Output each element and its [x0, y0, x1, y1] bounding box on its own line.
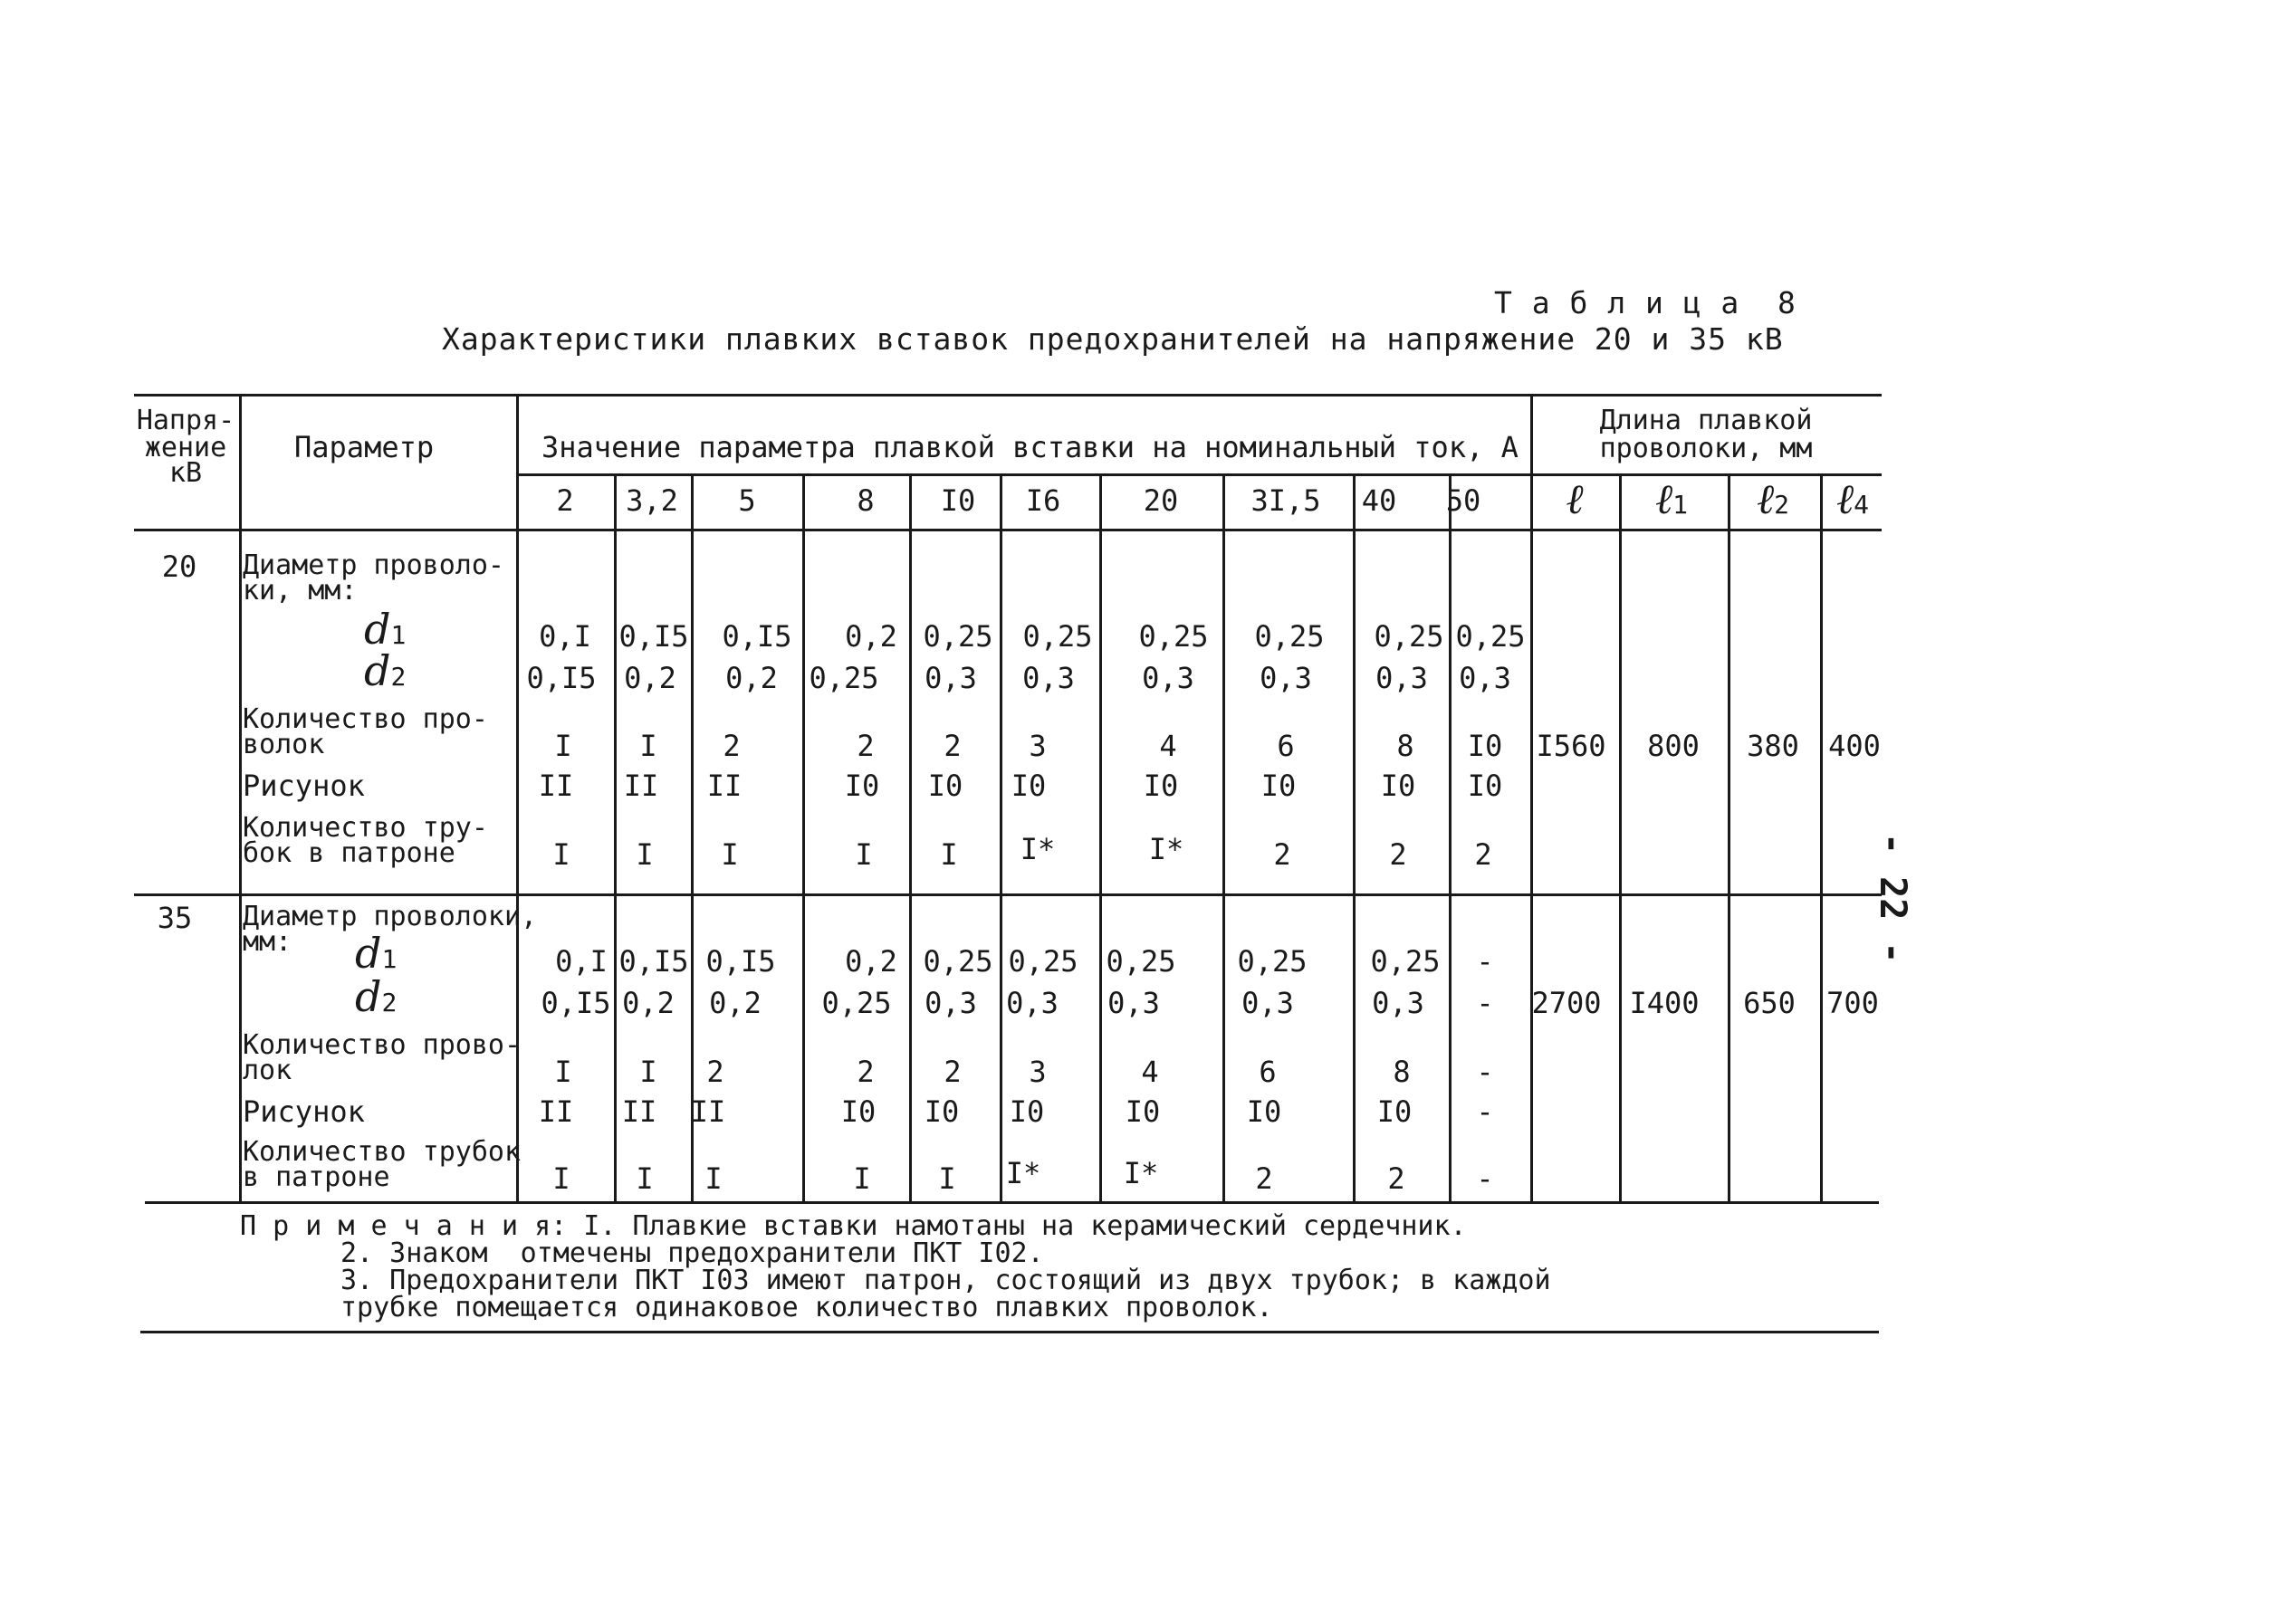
cell-35-d2: 0,I5 [541, 986, 611, 1020]
cell-20-d1: 0,I5 [722, 619, 792, 654]
note-line-2: 2. Знаком отмечены предохранители ПКТ I02. [340, 1237, 1044, 1269]
cell-35-length-l1: I400 [1629, 986, 1700, 1020]
label-wires-20-line1: Количество про- [243, 703, 488, 735]
current-16: I6 [1025, 483, 1061, 518]
label-diam-35-line1: Диаметр проволоки, [243, 901, 538, 932]
cell-20-d1: 0,25 [1138, 619, 1209, 654]
cell-35-d2: 0,2 [622, 986, 675, 1020]
vrule-param [516, 394, 519, 1201]
cell-20-wires: I [639, 729, 657, 763]
vrule-c7 [1222, 473, 1225, 1201]
rule-notes-bottom [140, 1331, 1879, 1333]
cell-35-tubes: I [853, 1161, 871, 1196]
note-line-1: П р и м е ч а н и я: I. Плавкие вставки намотаны на керамический сердечник. [240, 1210, 1467, 1242]
cell-20-wires: 3 [1029, 729, 1047, 763]
symbol-d1-35: d1 [355, 929, 398, 978]
cell-35-d1: 0,2 [845, 944, 897, 979]
cell-35-d2: 0,25 [821, 986, 892, 1020]
cell-35-length-l: 2700 [1531, 986, 1602, 1020]
vrule-c2 [691, 473, 694, 1201]
cell-20-tubes: 2 [1273, 837, 1291, 872]
current-31-5: 3I,5 [1250, 483, 1321, 518]
header-length-line2: проволоки, мм [1599, 433, 1813, 464]
cell-35-d2: 0,3 [1107, 986, 1160, 1020]
cell-20-d2: 0,2 [624, 661, 676, 695]
cell-20-figure: II [538, 769, 574, 803]
table-title: Характеристики плавких вставок предохранителей на напряжение 20 и 35 кВ [442, 321, 1784, 357]
cell-20-wires: I [554, 729, 572, 763]
cell-35-d1: 0,25 [923, 944, 993, 979]
rule-top [134, 394, 1882, 396]
voltage-35: 35 [157, 901, 193, 935]
cell-35-d2: 0,3 [1006, 986, 1059, 1020]
cell-20-tubes: I [855, 837, 873, 872]
label-figure-35: Рисунок [243, 1094, 365, 1129]
cell-20-d2: 0,2 [725, 661, 778, 695]
cell-35-tubes: I [704, 1161, 723, 1196]
label-wires-35-line2: лок [243, 1055, 292, 1086]
table-label: Т а б л и ц а 8 [1494, 285, 1797, 320]
cell-20-length-l1: 800 [1647, 729, 1700, 763]
cell-20-length-l: I560 [1536, 729, 1606, 763]
cell-35-tubes: I [938, 1161, 956, 1196]
current-5: 5 [738, 483, 756, 518]
label-tubes-20-line2: бок в патроне [243, 837, 455, 869]
cell-20-d1: 0,I5 [618, 619, 689, 654]
cell-20-wires: 4 [1159, 729, 1177, 763]
cell-35-figure: I0 [1125, 1094, 1161, 1129]
cell-20-d2: 0,3 [1375, 661, 1428, 695]
header-voltage-line1: Напря- [136, 405, 235, 436]
cell-35-wires: 2 [706, 1055, 724, 1089]
voltage-20: 20 [161, 549, 197, 584]
rule-table-bottom [145, 1201, 1879, 1204]
current-2: 2 [556, 483, 574, 518]
cell-35-figure: I0 [840, 1094, 877, 1129]
cell-20-d1: 0,25 [1455, 619, 1526, 654]
current-3-2: 3,2 [626, 483, 678, 518]
cell-20-d2: 0,25 [809, 661, 879, 695]
cell-35-d2: - [1476, 986, 1494, 1020]
cell-20-tubes: I* [1148, 832, 1184, 866]
cell-35-wires: 4 [1141, 1055, 1159, 1089]
cell-35-wires: 3 [1029, 1055, 1047, 1089]
cell-35-wires: 2 [857, 1055, 875, 1089]
label-diam-20-line2: ки, мм: [243, 575, 358, 607]
vrule-l2 [1728, 473, 1730, 1201]
cell-35-tubes: 2 [1255, 1161, 1273, 1196]
cell-20-d1: 0,I [539, 619, 591, 654]
cell-20-tubes: I [636, 837, 654, 872]
label-tubes-20-line1: Количество тру- [243, 812, 488, 844]
cell-20-tubes: I [552, 837, 570, 872]
cell-35-figure: II [538, 1094, 574, 1129]
cell-20-d2: 0,3 [1260, 661, 1312, 695]
symbol-d2-35: d2 [355, 972, 398, 1021]
cell-35-tubes: I [552, 1161, 570, 1196]
cell-20-tubes: I [721, 837, 739, 872]
label-wires-20-line2: волок [243, 729, 325, 760]
cell-35-wires: - [1476, 1055, 1494, 1089]
length-col-l4: ℓ4 [1835, 474, 1870, 523]
cell-35-d1: 0,I5 [618, 944, 689, 979]
cell-20-wires: 2 [944, 729, 962, 763]
current-10: I0 [940, 483, 976, 518]
cell-35-wires: 8 [1393, 1055, 1411, 1089]
cell-20-d1: 0,25 [1374, 619, 1444, 654]
cell-35-figure: I0 [1376, 1094, 1413, 1129]
vrule-c5 [1000, 473, 1002, 1201]
cell-35-length-l4: 700 [1826, 986, 1879, 1020]
cell-20-d2: 0,3 [1022, 661, 1075, 695]
cell-35-figure: I0 [924, 1094, 960, 1129]
label-tubes-35-line1: Количество трубок [243, 1136, 522, 1168]
label-diam-35-line2: мм: [243, 926, 292, 958]
cell-35-tubes: 2 [1387, 1161, 1405, 1196]
current-50: 50 [1445, 483, 1481, 518]
cell-20-tubes: I* [1020, 832, 1056, 866]
cell-35-figure: I0 [1246, 1094, 1282, 1129]
cell-35-tubes: I [636, 1161, 654, 1196]
cell-35-d1: 0,I5 [705, 944, 776, 979]
cell-20-d1: 0,25 [1022, 619, 1093, 654]
label-diam-20-line1: Диаметр проволо- [243, 549, 504, 581]
cell-20-figure: II [623, 769, 659, 803]
cell-35-d2: 0,3 [925, 986, 977, 1020]
note-line-4: трубке помещается одинаковое количество плавких проволок. [340, 1292, 1273, 1323]
cell-35-tubes: I* [1123, 1156, 1159, 1190]
vrule-values-end [1530, 394, 1533, 1201]
header-param: Параметр [294, 430, 435, 464]
cell-20-wires: 6 [1277, 729, 1295, 763]
page-number: - 22 - [1872, 833, 1913, 964]
length-col-l1: ℓ1 [1654, 474, 1689, 523]
label-wires-35-line1: Количество прово- [243, 1029, 522, 1061]
length-col-l2: ℓ2 [1756, 474, 1790, 523]
cell-20-d2: 0,I5 [526, 661, 597, 695]
cell-35-length-l2: 650 [1743, 986, 1796, 1020]
vrule-c9 [1449, 473, 1452, 1201]
current-8: 8 [857, 483, 875, 518]
vrule-c6 [1099, 473, 1102, 1201]
cell-20-d2: 0,3 [925, 661, 977, 695]
cell-20-d2: 0,3 [1142, 661, 1194, 695]
cell-20-figure: I0 [844, 769, 880, 803]
symbol-d1-20: d1 [364, 605, 407, 654]
vrule-c3 [802, 473, 805, 1201]
cell-20-figure: I0 [1380, 769, 1416, 803]
cell-20-tubes: I [940, 837, 958, 872]
cell-20-wires: 2 [723, 729, 741, 763]
cell-20-tubes: 2 [1389, 837, 1407, 872]
cell-35-figure: - [1476, 1094, 1494, 1129]
cell-35-d2: 0,3 [1241, 986, 1294, 1020]
cell-20-figure: I0 [1260, 769, 1297, 803]
length-col-l: ℓ [1566, 474, 1584, 523]
vrule-voltage [239, 394, 242, 1201]
header-values-caption: Значение параметра плавкой вставки на номинальный ток, А [541, 430, 1519, 464]
cell-20-length-l2: 380 [1747, 729, 1799, 763]
cell-35-d1: 0,I [555, 944, 608, 979]
cell-20-d1: 0,25 [923, 619, 993, 654]
cell-35-wires: I [554, 1055, 572, 1089]
cell-20-figure: II [706, 769, 743, 803]
vrule-l3 [1820, 473, 1823, 1201]
cell-35-d1: 0,25 [1008, 944, 1078, 979]
cell-20-figure: I0 [1143, 769, 1179, 803]
rule-header-mid [518, 473, 1882, 476]
header-voltage-line3: кВ [168, 457, 203, 489]
cell-20-d1: 0,2 [845, 619, 897, 654]
cell-35-tubes: - [1476, 1161, 1494, 1196]
note-line-3: 3. Предохранители ПКТ I03 имеют патрон, состоящий из двух трубок; в каждой [340, 1265, 1551, 1296]
cell-35-wires: 6 [1259, 1055, 1277, 1089]
current-20: 20 [1143, 483, 1179, 518]
cell-35-d1: 0,25 [1237, 944, 1308, 979]
cell-35-figure: II [621, 1094, 657, 1129]
header-length-line1: Длина плавкой [1599, 405, 1813, 436]
cell-20-wires: 2 [857, 729, 875, 763]
symbol-d2-20: d2 [364, 646, 407, 695]
cell-20-wires: I0 [1467, 729, 1503, 763]
cell-20-tubes: 2 [1474, 837, 1492, 872]
cell-35-d1: 0,25 [1370, 944, 1441, 979]
label-tubes-35-line2: в патроне [243, 1161, 390, 1193]
header-voltage-line2: жение [144, 432, 227, 463]
cell-35-figure: II [690, 1094, 726, 1129]
cell-35-d2: 0,3 [1372, 986, 1424, 1020]
cell-20-wires: 8 [1396, 729, 1414, 763]
cell-35-figure: I0 [1009, 1094, 1045, 1129]
vrule-c1 [614, 473, 617, 1201]
cell-35-wires: I [639, 1055, 657, 1089]
cell-20-figure: I0 [1011, 769, 1047, 803]
vrule-c8 [1353, 473, 1356, 1201]
cell-20-figure: I0 [1467, 769, 1503, 803]
vrule-l1 [1619, 473, 1622, 1201]
cell-35-tubes: I* [1005, 1156, 1041, 1190]
cell-20-d1: 0,25 [1254, 619, 1325, 654]
cell-20-length-l4: 400 [1828, 729, 1881, 763]
cell-35-d2: 0,2 [709, 986, 762, 1020]
cell-20-d2: 0,3 [1459, 661, 1511, 695]
vrule-c4 [909, 473, 912, 1201]
cell-35-d1: - [1476, 944, 1494, 979]
cell-20-figure: I0 [927, 769, 963, 803]
current-40: 40 [1361, 483, 1397, 518]
cell-35-wires: 2 [944, 1055, 962, 1089]
label-figure-20: Рисунок [243, 769, 365, 803]
cell-35-d1: 0,25 [1106, 944, 1176, 979]
